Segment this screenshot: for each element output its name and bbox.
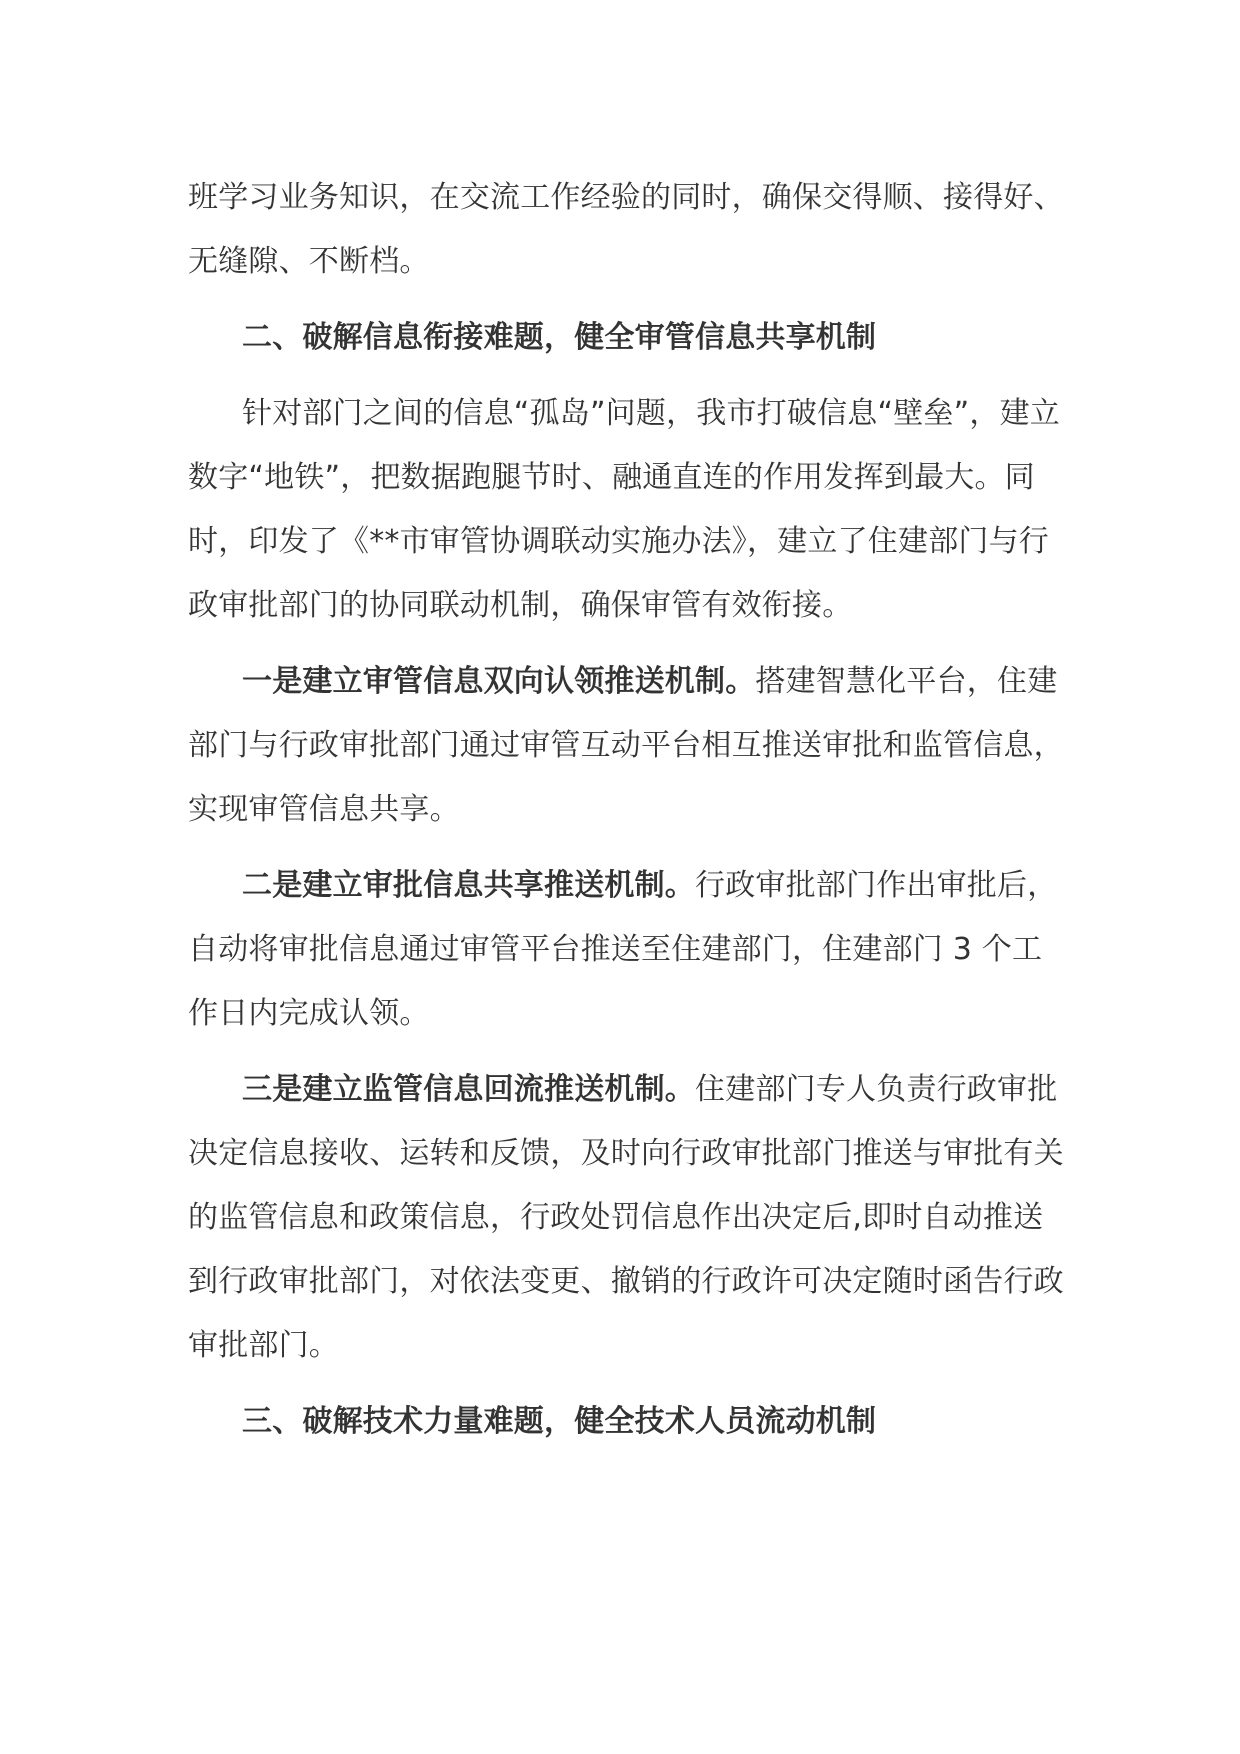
paragraph-lead: 三是建立监管信息回流推送机制。 [242,1072,695,1107]
paragraph-lead: 二是建立审批信息共享推送机制。 [242,868,695,903]
section-heading-2 [188,306,1068,370]
paragraph-text: 行政审批部门作出审批后，自动将审批信息通过审管平台推送至住建部门，住建部门 3 个工作日内完成认领。 [188,868,1058,1031]
paragraph-item-3 [188,1058,1068,1378]
paragraph-item-2 [188,854,1068,1046]
paragraph-text: 搭建智慧化平台，住建部门与行政审批部门通过审管互动平台相互推送审批和监管信息，实现审管信息共享。 [188,664,1064,827]
document-body [188,166,1068,1454]
section-heading-text: 二、破解信息衔接难题，健全审管信息共享机制 [242,320,877,355]
paragraph-text: 班学习业务知识，在交流工作经验的同时，确保交得顺、接得好、无缝隙、不断档。 [188,180,1064,279]
paragraph-item-1 [188,650,1068,842]
section-heading-3 [188,1390,1068,1454]
paragraph-lead: 一是建立审管信息双向认领推送机制。 [242,664,756,699]
section-heading-text: 三、破解技术力量难题，健全技术人员流动机制 [242,1404,877,1439]
paragraph-text: 针对部门之间的信息“孤岛”问题，我市打破信息“壁垒”，建立数字“地铁”，把数据跑腿节时、融通直连的作用发挥到最大。同时，印发了《**市审管协调联动实施办法》，建立了住建部门与行政审批部门的协同联动机制，确保审管有效衔接。 [188,396,1060,623]
paragraph-intro [188,382,1068,638]
paragraph-continuation [188,166,1068,294]
paragraph-text: 住建部门专人负责行政审批决定信息接收、运转和反馈，及时向行政审批部门推送与审批有关的监管信息和政策信息，行政处罚信息作出决定后,即时自动推送到行政审批部门，对依法变更、撤销的行政许可决定随时函告行政审批部门。 [188,1072,1064,1363]
